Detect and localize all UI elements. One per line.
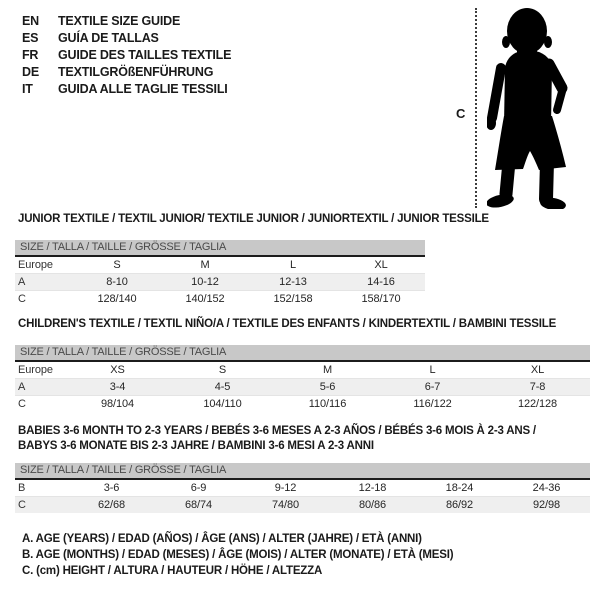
language-code: EN <box>22 14 39 28</box>
table-cell: 62/68 <box>68 497 155 514</box>
language-row-de <box>22 64 231 81</box>
table-cell: 110/116 <box>275 396 380 413</box>
table-cell: 7-8 <box>485 379 590 396</box>
babies-table-title-line2: BABYS 3-6 MONATE BIS 2-3 JAHRE / BAMBINI 3-6 MESI A 2-3 ANNI <box>18 440 374 452</box>
junior-table-title: JUNIOR TEXTILE / TEXTIL JUNIOR/ TEXTILE JUNIOR / JUNIORTEXTIL / JUNIOR TESSILE <box>18 213 489 225</box>
note-height-cm: C. (cm) HEIGHT / ALTURA / HAUTEUR / HÖHE / ALTEZZA <box>22 565 323 577</box>
table-row <box>15 274 425 291</box>
table-cell: 6-9 <box>190 482 207 494</box>
table-row <box>15 480 590 497</box>
row-label: Europe <box>18 364 53 376</box>
table-cell: 4-5 <box>170 379 275 396</box>
table-row <box>15 379 590 396</box>
language-list <box>22 13 231 98</box>
measurement-figure <box>450 0 600 215</box>
children-size-header: SIZE / TALLA / TAILLE / GRÖSSE / TAGLIA <box>15 345 590 362</box>
table-cell: 80/86 <box>329 497 416 514</box>
language-code: FR <box>22 48 39 62</box>
language-row-es <box>22 30 231 47</box>
table-row <box>15 291 425 308</box>
table-row <box>15 362 590 379</box>
table-cell: 18-24 <box>445 482 474 494</box>
table-cell: 152/158 <box>249 291 337 308</box>
table-cell: 10-12 <box>161 274 249 291</box>
row-label: A <box>15 274 73 291</box>
children-table <box>15 362 590 412</box>
language-title: TEXTILGRÖßENFÜHRUNG <box>58 65 214 79</box>
table-row <box>15 396 590 413</box>
table-cell: 5-6 <box>275 379 380 396</box>
height-dotted-line <box>475 8 477 208</box>
table-cell: 98/104 <box>65 396 170 413</box>
row-label: C <box>15 497 68 514</box>
table-row <box>15 257 425 274</box>
table-cell: 140/152 <box>161 291 249 308</box>
junior-table <box>15 257 425 307</box>
row-label: A <box>15 379 65 396</box>
children-table-title: CHILDREN'S TEXTILE / TEXTIL NIÑO/A / TEXTILE DES ENFANTS / KINDERTEXTIL / BAMBINI TESSILE <box>18 318 557 330</box>
table-row <box>15 497 590 514</box>
table-cell: 9-12 <box>274 482 297 494</box>
row-label: B <box>18 482 26 494</box>
table-cell: 86/92 <box>416 497 503 514</box>
babies-table-title-line1: BABIES 3-6 MONTH TO 2-3 YEARS / BEBÉS 3-6 MESES A 2-3 AÑOS / BÉBÉS 3-6 MOIS À 2-3 ANS / <box>18 425 536 437</box>
row-label: C <box>15 396 65 413</box>
language-row-en <box>22 13 231 30</box>
table-cell: 14-16 <box>337 274 425 291</box>
table-cell: XS <box>110 364 125 376</box>
table-cell: L <box>289 259 297 271</box>
table-cell: 12-18 <box>358 482 387 494</box>
language-row-fr <box>22 47 231 64</box>
table-cell: L <box>429 364 436 376</box>
language-code: DE <box>22 65 39 79</box>
table-cell: 122/128 <box>485 396 590 413</box>
table-cell: XL <box>530 364 545 376</box>
table-cell: 128/140 <box>73 291 161 308</box>
table-cell: S <box>218 364 227 376</box>
babies-table <box>15 480 590 513</box>
babies-size-header: SIZE / TALLA / TAILLE / GRÖSSE / TAGLIA <box>15 463 590 480</box>
note-age-years: A. AGE (YEARS) / EDAD (AÑOS) / ÂGE (ANS) / ALTER (JAHRE) / ETÀ (ANNI) <box>22 533 422 545</box>
table-cell: 12-13 <box>249 274 337 291</box>
height-measure-label: C <box>456 106 466 121</box>
table-cell: 24-36 <box>532 482 561 494</box>
table-cell: 6-7 <box>380 379 485 396</box>
table-cell: 3-6 <box>103 482 120 494</box>
table-cell: 92/98 <box>503 497 590 514</box>
language-row-it <box>22 81 231 98</box>
junior-size-header: SIZE / TALLA / TAILLE / GRÖSSE / TAGLIA <box>15 240 425 257</box>
table-cell: 116/122 <box>380 396 485 413</box>
row-label: C <box>15 291 73 308</box>
table-cell: 68/74 <box>155 497 242 514</box>
row-label: Europe <box>18 259 53 271</box>
table-cell: 74/80 <box>242 497 329 514</box>
table-cell: 3-4 <box>65 379 170 396</box>
children-textile-section <box>15 317 590 412</box>
note-age-months: B. AGE (MONTHS) / EDAD (MESES) / ÂGE (MOIS) / ALTER (MONATE) / ETÀ (MESI) <box>22 549 454 561</box>
junior-textile-section <box>15 212 489 307</box>
language-title: TEXTILE SIZE GUIDE <box>58 14 181 28</box>
baby-silhouette-icon <box>487 4 592 209</box>
language-title: GUIDA ALLE TAGLIE TESSILI <box>58 82 228 96</box>
language-code: ES <box>22 31 39 45</box>
language-code: IT <box>22 82 33 96</box>
table-cell: 104/110 <box>170 396 275 413</box>
table-cell: M <box>322 364 333 376</box>
table-cell: S <box>113 259 121 271</box>
table-cell: 158/170 <box>337 291 425 308</box>
babies-textile-section <box>15 424 590 513</box>
legend-notes <box>22 531 453 579</box>
table-cell: XL <box>374 259 388 271</box>
language-title: GUÍA DE TALLAS <box>58 31 159 45</box>
language-title: GUIDE DES TAILLES TEXTILE <box>58 48 232 62</box>
table-cell: 8-10 <box>73 274 161 291</box>
table-cell: M <box>200 259 210 271</box>
